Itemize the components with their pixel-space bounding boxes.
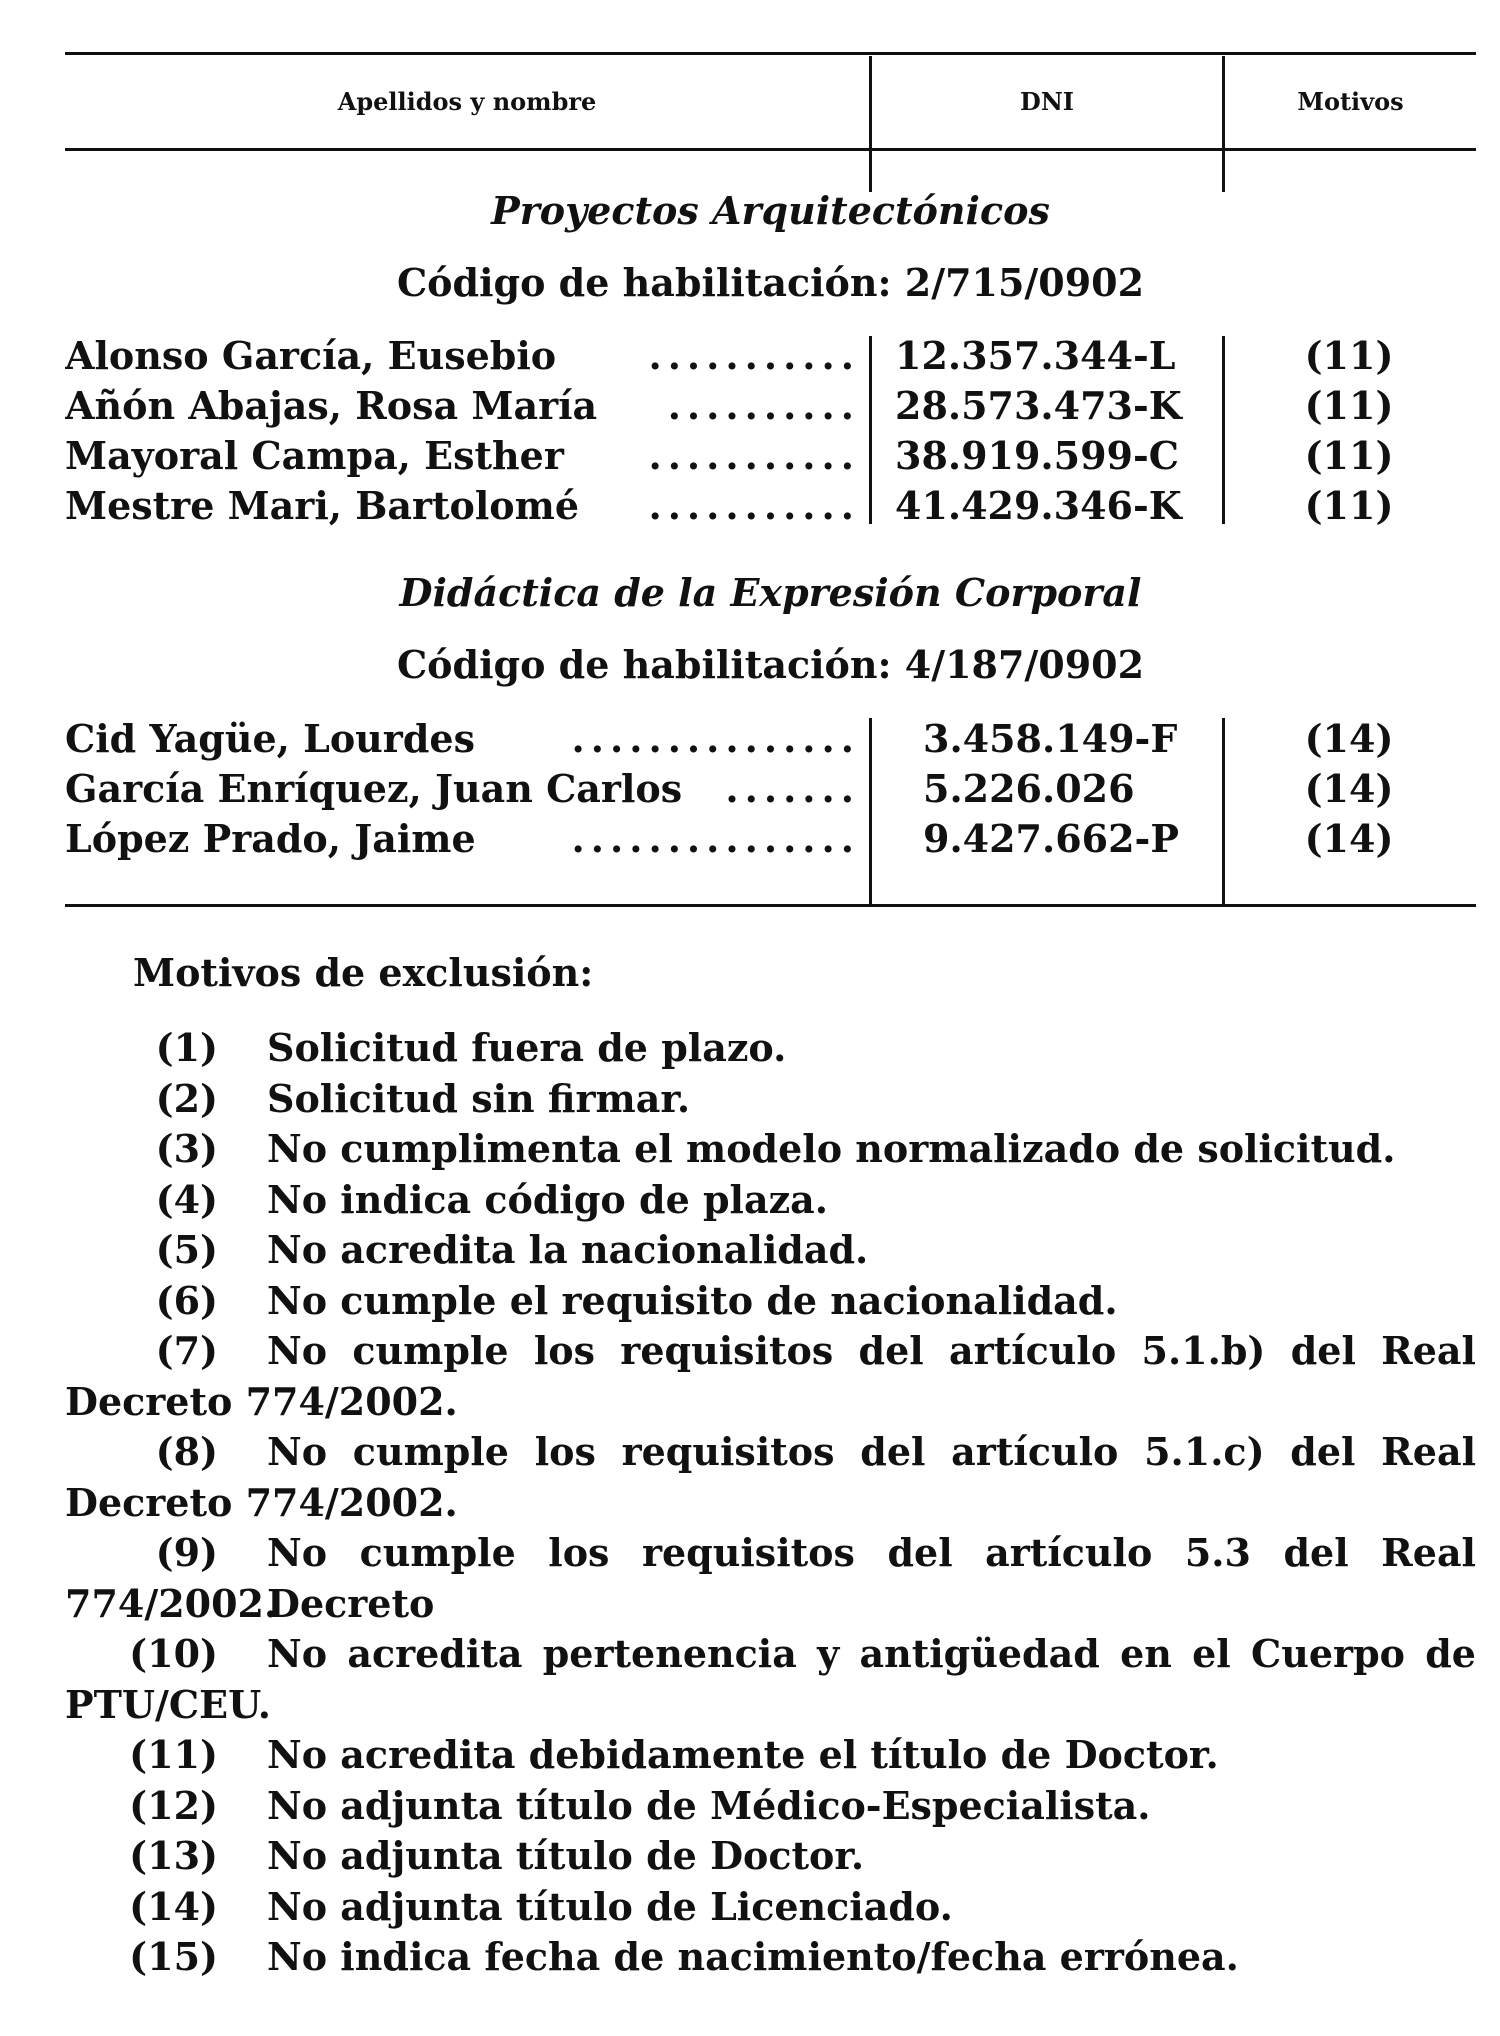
leader-dots: ...........: [648, 483, 860, 528]
row-dni: 38.919.599-C: [895, 433, 1179, 478]
reason-text-continuation: Decreto 774/2002.: [65, 1378, 458, 1424]
legend-title: Motivos de exclusión:: [133, 950, 594, 995]
row-dni: 3.458.149-F: [923, 716, 1178, 761]
table-row: [65, 433, 1476, 483]
row-name: Mestre Mari, Bartolomé: [65, 483, 580, 528]
reason-number: (10): [129, 1631, 218, 1676]
row-dni: 9.427.662-P: [923, 816, 1179, 861]
reason-text-continuation: PTU/CEU.: [65, 1681, 271, 1727]
reason-number: (7): [155, 1328, 218, 1373]
reason-text-continuation: 774/2002.: [65, 1580, 278, 1626]
row-motivo: (14): [1304, 816, 1394, 861]
reason-text: No cumple los requisitos del artículo 5.1.b) del Real: [267, 1328, 1476, 1373]
row-dni: 12.357.344-L: [895, 333, 1176, 378]
reason-text: Solicitud sin firmar.: [267, 1075, 691, 1121]
row-name: Cid Yagüe, Lourdes: [65, 716, 475, 761]
reason-number: (11): [129, 1732, 218, 1777]
table-row: [65, 816, 1476, 866]
table-row: [65, 383, 1476, 433]
reason-text: No acredita la nacionalidad.: [267, 1227, 869, 1272]
row-dni: 5.226.026: [923, 766, 1135, 811]
row-name: Mayoral Campa, Esther: [65, 433, 564, 478]
table-row: [65, 716, 1476, 766]
leader-dots: .......: [725, 766, 860, 811]
reason-text: No indica fecha de nacimiento/fecha errónea.: [267, 1934, 1239, 1979]
reason-text: Solicitud fuera de plazo.: [267, 1025, 787, 1070]
reason-number: (14): [129, 1883, 218, 1929]
row-motivo: (11): [1304, 383, 1394, 428]
leader-dots: ...........: [648, 333, 860, 378]
reason-text: No cumple los requisitos del artículo 5.3 del Real Decreto: [267, 1530, 1476, 1626]
reason-text: No indica código de plaza.: [267, 1176, 829, 1222]
reason-number: (12): [129, 1782, 218, 1828]
reason-number: (3): [155, 1126, 218, 1171]
section-area-title: Didáctica de la Expresión Corporal: [399, 570, 1142, 615]
table-row: [65, 333, 1476, 383]
row-dni: 28.573.473-K: [895, 383, 1182, 428]
row-name: García Enríquez, Juan Carlos: [65, 766, 683, 811]
reason-number: (9): [155, 1530, 218, 1575]
header-name: Apellidos y nombre: [337, 87, 597, 116]
section-code: Código de habilitación: 4/187/0902: [396, 642, 1145, 687]
table-row: [65, 483, 1476, 533]
row-motivo: (11): [1304, 433, 1394, 478]
row-name: Añón Abajas, Rosa María: [65, 383, 598, 428]
reason-number: (8): [155, 1429, 218, 1474]
reason-number: (4): [155, 1176, 218, 1222]
row-motivo: (14): [1304, 716, 1394, 761]
header-motivos: Motivos: [1297, 87, 1404, 116]
reason-text: No cumplimenta el modelo normalizado de solicitud.: [267, 1126, 1396, 1171]
section-area-title: Proyectos Arquitectónicos: [491, 188, 1050, 233]
reason-number: (5): [155, 1227, 218, 1272]
table-row: [65, 766, 1476, 816]
leader-dots: ...............: [571, 716, 860, 761]
section-code: Código de habilitación: 2/715/0902: [396, 260, 1145, 305]
reason-text: No cumple el requisito de nacionalidad.: [267, 1277, 1118, 1323]
row-dni: 41.429.346-K: [895, 483, 1182, 528]
reason-text-continuation: Decreto 774/2002.: [65, 1479, 458, 1525]
reason-number: (13): [129, 1833, 218, 1878]
reason-number: (15): [129, 1934, 218, 1979]
reason-text: No cumple los requisitos del artículo 5.1.c) del Real: [267, 1429, 1476, 1474]
reason-number: (1): [155, 1025, 218, 1070]
reason-text: No adjunta título de Doctor.: [267, 1833, 865, 1878]
reason-number: (2): [155, 1075, 218, 1121]
row-motivo: (11): [1304, 333, 1394, 378]
reason-text: No adjunta título de Licenciado.: [267, 1883, 953, 1929]
leader-dots: ...........: [648, 433, 860, 478]
reason-text: No acredita debidamente el título de Doctor.: [267, 1732, 1219, 1777]
row-motivo: (14): [1304, 766, 1394, 811]
header-dni: DNI: [1020, 87, 1074, 116]
table-bottom-rule: [65, 904, 1476, 907]
row-name: López Prado, Jaime: [65, 816, 476, 861]
reason-number: (6): [155, 1277, 218, 1323]
row-name: Alonso García, Eusebio: [65, 333, 557, 378]
leader-dots: ...............: [571, 816, 860, 861]
leader-dots: ..........: [667, 383, 860, 428]
reason-text: No adjunta título de Médico-Especialista.: [267, 1782, 1151, 1828]
reason-text: No acredita pertenencia y antigüedad en el Cuerpo de: [267, 1631, 1476, 1676]
row-motivo: (11): [1304, 483, 1394, 528]
